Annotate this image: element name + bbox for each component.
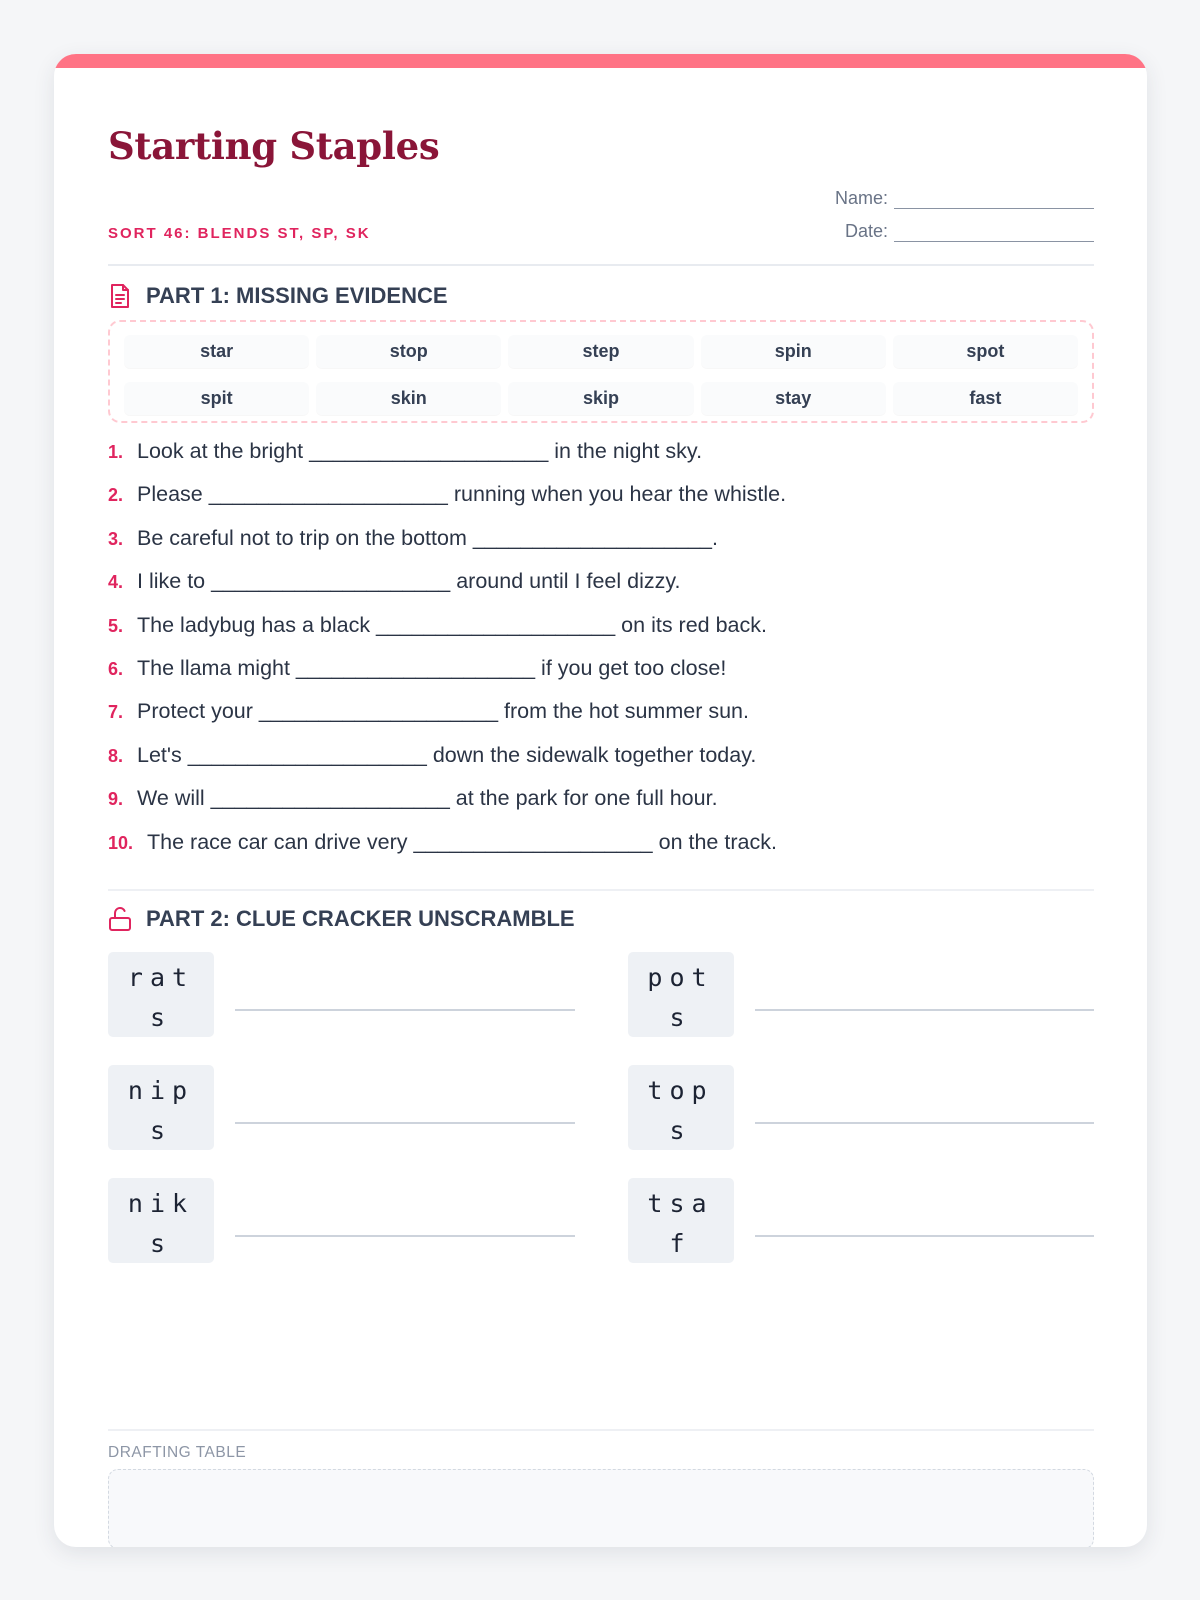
question-text: The ladybug has a black ____________________ on its red back.	[137, 612, 767, 637]
question-text: I like to ____________________ around until I feel dizzy.	[137, 569, 681, 594]
question-text: Be careful not to trip on the bottom ____________________.	[137, 525, 718, 550]
word-chip: skip	[508, 382, 693, 415]
unscramble-item	[108, 952, 575, 1037]
name-date-block	[824, 176, 1094, 242]
word-chip: spit	[124, 382, 309, 415]
question-number: 4.	[108, 572, 124, 593]
word-chip: stay	[701, 382, 886, 415]
word-chip: spin	[701, 335, 886, 368]
answer-line[interactable]	[755, 1235, 1095, 1237]
question-number: 1.	[108, 442, 124, 462]
scrambled-letters: rats	[108, 952, 214, 1037]
page-subtitle: SORT 46: BLENDS ST, SP, SK	[108, 225, 371, 242]
question-number: 10.	[108, 832, 134, 853]
question-item	[108, 786, 1094, 829]
accent-bar	[54, 54, 1147, 68]
unlock-icon	[108, 906, 132, 932]
word-chip: skin	[316, 382, 501, 415]
part2-heading	[108, 906, 575, 932]
question-number: 7.	[108, 702, 124, 723]
word-chip: spot	[893, 335, 1078, 368]
question-text: Let's ____________________ down the sidewalk together today.	[137, 742, 757, 767]
answer-line[interactable]	[235, 1235, 575, 1237]
answer-line[interactable]	[235, 1122, 575, 1124]
scrambled-letters: nips	[108, 1065, 214, 1150]
part1-title: PART 1: MISSING EVIDENCE	[146, 283, 448, 308]
scrambled-letters: tops	[628, 1065, 734, 1150]
question-number: 8.	[108, 745, 124, 766]
answer-line[interactable]	[755, 1122, 1095, 1124]
question-item	[108, 482, 1094, 525]
worksheet	[54, 54, 1147, 1547]
page-title: Starting Staples	[108, 124, 440, 168]
question-text: Please ____________________ running when you hear the whistle.	[137, 482, 787, 507]
scrambled-letters: pots	[628, 952, 734, 1037]
name-field[interactable]	[824, 176, 1094, 209]
question-text: The llama might ____________________ if you get too close!	[137, 655, 727, 680]
word-chip: step	[508, 335, 693, 368]
unscramble-item	[108, 1178, 575, 1263]
word-chip: fast	[893, 382, 1078, 415]
answer-line[interactable]	[235, 1009, 575, 1011]
question-number: 3.	[108, 528, 124, 549]
unscramble-item	[108, 1065, 575, 1150]
question-item	[108, 830, 1094, 873]
question-text: Protect your ____________________ from the hot summer sun.	[137, 699, 749, 724]
question-text: We will ____________________ at the park for one full hour.	[137, 786, 718, 811]
unscramble-item	[628, 952, 1095, 1037]
date-line[interactable]	[894, 224, 1094, 242]
question-item	[108, 569, 1094, 612]
unscramble-item	[628, 1178, 1095, 1263]
question-number: 6.	[108, 658, 124, 679]
scrambled-letters: tsaf	[628, 1178, 734, 1263]
name-label: Name:	[834, 188, 888, 208]
question-number: 9.	[108, 789, 124, 810]
unscramble-grid	[108, 952, 1094, 1263]
question-number: 2.	[108, 485, 124, 506]
scrambled-letters: niks	[108, 1178, 214, 1263]
question-item	[108, 526, 1094, 569]
divider	[108, 1429, 1094, 1431]
date-field[interactable]	[824, 209, 1094, 242]
question-item	[108, 743, 1094, 786]
question-text: Look at the bright ____________________ in the night sky.	[137, 439, 703, 463]
word-chip: star	[124, 335, 309, 368]
word-chip: stop	[316, 335, 501, 368]
drafting-label: DRAFTING TABLE	[108, 1444, 247, 1461]
question-item	[108, 699, 1094, 742]
divider	[108, 889, 1094, 891]
question-item	[108, 613, 1094, 656]
part1-heading	[108, 283, 448, 309]
date-label: Date:	[844, 221, 888, 241]
unscramble-item	[628, 1065, 1095, 1150]
question-number: 5.	[108, 615, 124, 636]
question-text: The race car can drive very ____________________ on the track.	[147, 829, 777, 854]
word-bank	[108, 320, 1094, 423]
question-item	[108, 656, 1094, 699]
document-icon	[108, 283, 132, 309]
question-item	[108, 439, 1094, 482]
divider	[108, 264, 1094, 266]
answer-line[interactable]	[755, 1009, 1095, 1011]
question-list	[108, 439, 1094, 873]
part2-title: PART 2: CLUE CRACKER UNSCRAMBLE	[146, 906, 575, 931]
name-line[interactable]	[894, 191, 1094, 209]
drafting-area[interactable]	[108, 1469, 1094, 1547]
